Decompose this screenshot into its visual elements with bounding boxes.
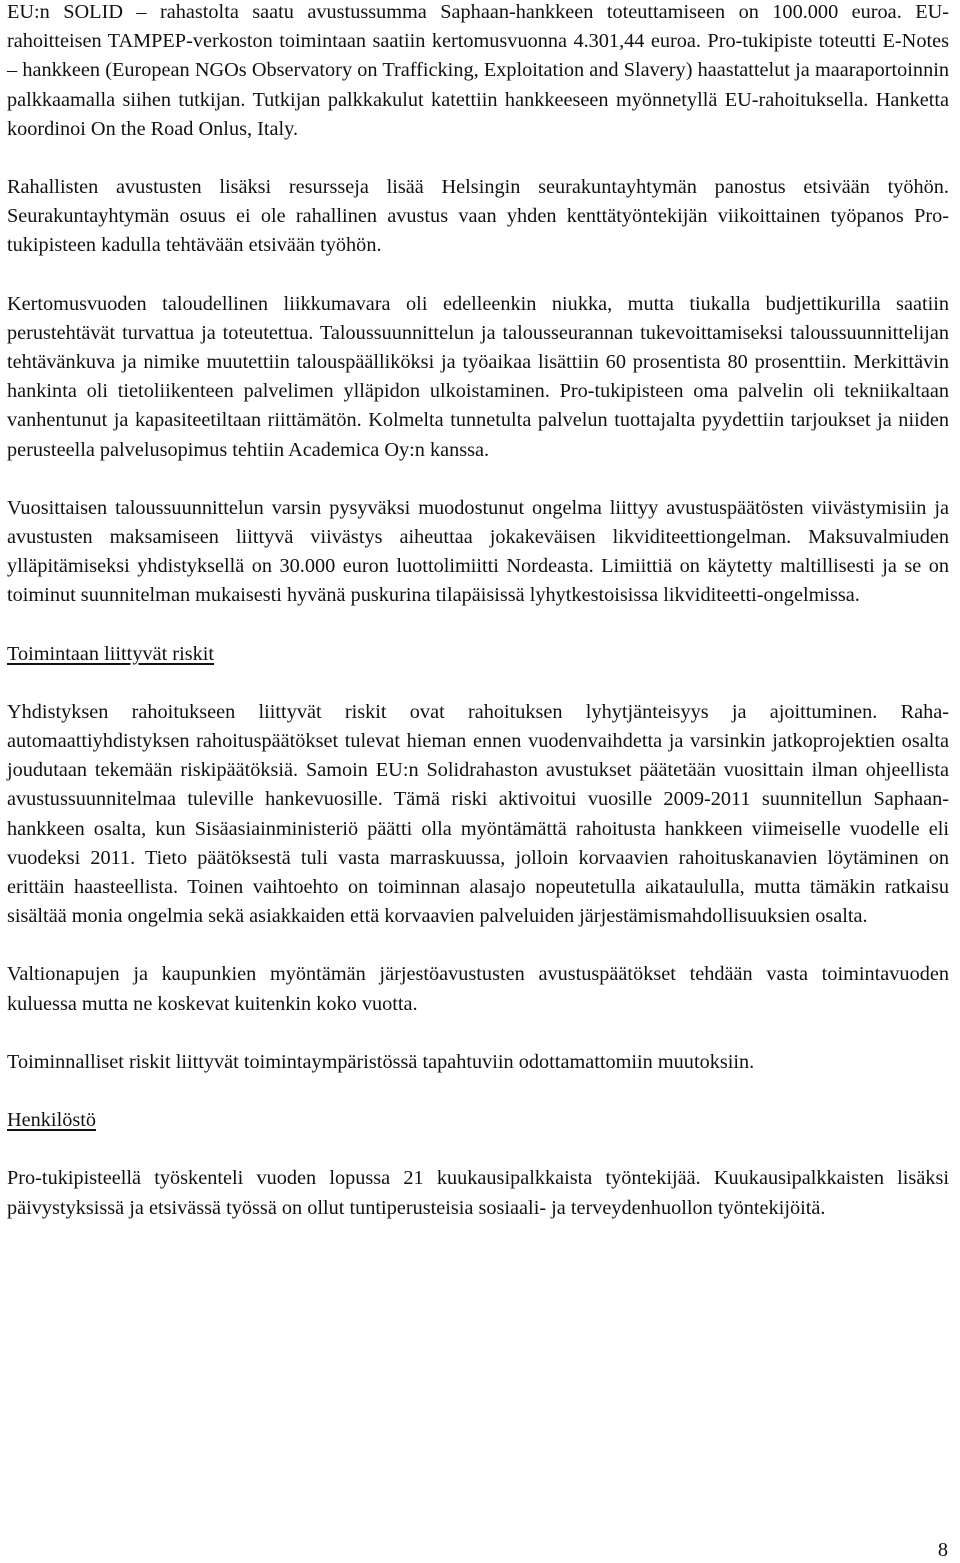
paragraph-staff: Pro-tukipisteellä työskenteli vuoden lopussa 21 kuukausipalkkaista työntekijää. Kuukausipalkkaisten lisäksi päivystyksissä ja etsivässä työssä on ollut tuntiperusteisia sosiaali- ja terveydenhuollon työntekijöitä.: [7, 1167, 949, 1219]
paragraph-liquidity: Vuosittaisen taloussuunnittelun varsin pysyväksi muodostunut ongelma liittyy avustuspäätösten viivästymisiin ja avustusten maksamiseen liittyvä viivästys aiheuttaa jokakeväisen likviditeettiongelman. Maksuvalmiuden ylläpitämiseksi yhdistyksellä on 30.000 euron luottolimiitti Nordeasta. Limiittiä on käytetty maltillisesti ja se on toiminut suunnitelman mukaisesti hyvänä puskurina tilapäisissä lyhytkestoisissa likviditeetti-ongelmissa.: [7, 496, 949, 607]
paragraph-financial-leeway: Kertomusvuoden taloudellinen liikkumavara oli edelleenkin niukka, mutta tiukalla budjettikurilla saatiin perustehtävät turvattua ja toteutettua. Taloussuunnittelun ja talousseurannan tukevoittamiseksi taloussuunnittelijan tehtävänkuva ja nimike muutettiin talouspäälliköksi ja työaikaa lisättiin 60 prosentista 80 prosenttiin. Merkittävin hankinta oli tietoliikenteen palvelimen ylläpidon ulkoistaminen. Pro-tukipisteen oma palvelin oli tekniikaltaan vanhentunut ja kapasiteetiltaan riittämätön. Kolmelta tunnetulta palvelun tuottajalta pyydettiin tarjoukset ja niiden perusteella palvelusopimus tehtiin Academica Oy:n kanssa.: [7, 292, 949, 461]
section-heading-risks: Toimintaan liittyvät riskit: [7, 642, 215, 665]
paragraph-eu-funding: EU:n SOLID – rahastolta saatu avustussumma Saphaan-hankkeen toteuttamiseen on 100.000 euroa. EU-rahoitteisen TAMPEP-verkoston toimintaan saatiin kertomusvuonna 4.301,44 euroa. Pro-tukipiste toteutti E-Notes – hankkeen (European NGOs Observatory on Trafficking, Exploitation and Slavery) haastattelut ja maaraportoinnin palkkaamalla siihen tutkijan. Tutkijan palkkakulut katettiin hankkeeseen myönnetyllä EU-rahoituksella. Hanketta koordinoi On the Road Onlus, Italy.: [7, 1, 949, 140]
document-body: [7, 0, 949, 1252]
paragraph-state-aid: Valtionapujen ja kaupunkien myöntämän järjestöavustusten avustuspäätökset tehdään vasta toimintavuoden kuluessa mutta ne koskevat kuitenkin koko vuotta.: [7, 963, 949, 1015]
page-number: 8: [937, 1539, 948, 1561]
paragraph-operational-risks: Toiminnalliset riskit liittyvät toimintaympäristössä tapahtuviin odottamattomiin muutoksiin.: [7, 1050, 755, 1073]
paragraph-parish-resources: Rahallisten avustusten lisäksi resursseja lisää Helsingin seurakuntayhtymän panostus etsivään työhön. Seurakuntayhtymän osuus ei ole rahallinen avustus vaan yhden kenttätyöntekijän viikoittainen työpanos Pro-tukipisteen kadulla tehtävään etsivään työhön.: [7, 176, 949, 257]
section-heading-staff: Henkilöstö: [7, 1109, 97, 1132]
paragraph-financing-risks: Yhdistyksen rahoitukseen liittyvät riskit ovat rahoituksen lyhytjänteisyys ja ajoittuminen. Raha-automaattiyhdistyksen rahoituspäätökset tulevat hieman ennen vuodenvaihdetta ja varsinkin jatkoprojektien osalta joudutaan tekemään riskipäätöksiä. Samoin EU:n Solidrahaston avustukset päätetään vuosittain ilman ohjeellista avustussuunnitelmaa tuleville hankevuosille. Tämä riski aktivoitui vuosille 2009-2011 suunnitellun Saphaan-hankkeen osalta, kun Sisäasiainministeriö päätti olla myöntämättä rahoitusta hankkeen viimeiselle vuodelle eli vuodeksi 2011. Tieto päätöksestä tuli vasta marraskuussa, jolloin korvaavien rahoituskanavien löytäminen on erittäin haasteellista. Toinen vaihtoehto on toiminnan alasajo nopeutetulla aikataululla, mutta tämäkin ratkaisu sisältää monia ongelmia sekä asiakkaiden että korvaavien palveluiden järjestämismahdollisuuksien osalta.: [7, 700, 949, 928]
